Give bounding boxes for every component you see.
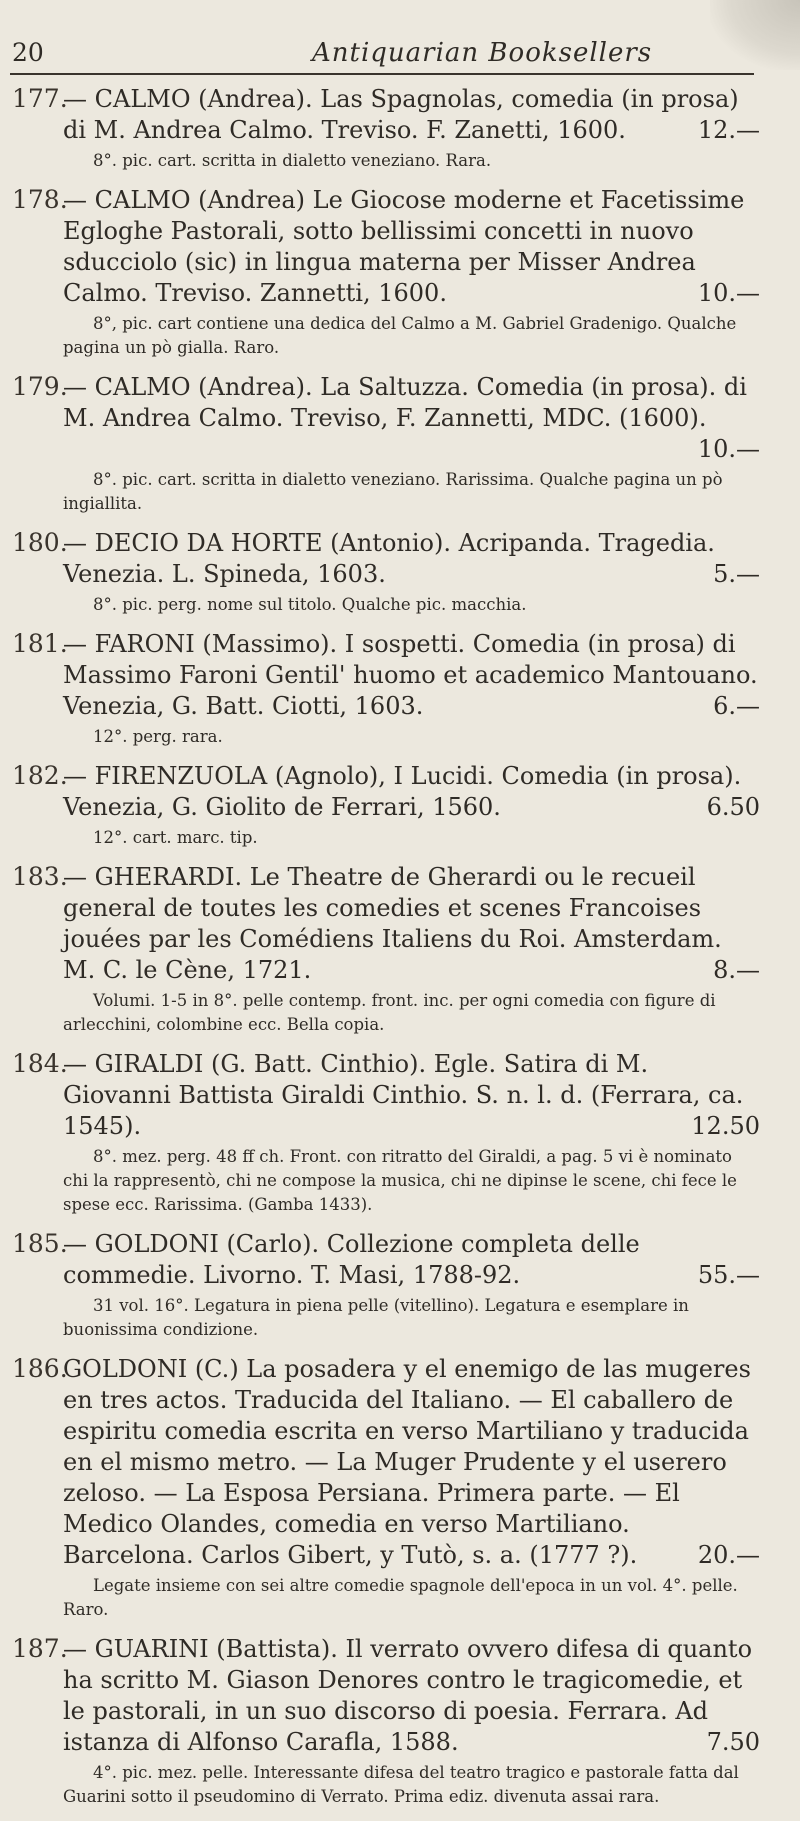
entry-price: 5.— [713,560,760,588]
entry-notes: Volumi. 1-5 in 8°. pelle contemp. front. inc. per ogni comedia con figure di arlecchini, colombine ecc. Bella copia. [63,991,716,1034]
catalogue-entry [0,528,800,617]
entry-number: 178. [12,185,68,214]
entry-description [63,84,760,146]
entry-description [63,1634,760,1758]
catalogue-entry [0,862,800,1037]
entry-text: GOLDONI (C.) La posadera y el enemigo de las mugeres en tres actos. Traducida del Italiano. — El caballero de espiritu comedia escrita en verso Martiliano y traducida en el mismo metro. — La Muger Prudente y el userero zeloso. — La Esposa Persiana. Primera parte. — El Medico Olandes, comedia en verso Martiliano. Barcelona. Carlos Gibert, y Tutò, s. a. (1777 ?). [63,1355,751,1569]
entry-text: — GHERARDI. Le Theatre de Gherardi ou le recueil general de toutes les comedies et scenes Francoises jouées par les Comédiens Italiens du Roi. Amsterdam. M. C. le Cène, 1721. [63,863,722,984]
entry-price: 12.— [697,116,760,144]
entry-description [63,761,760,823]
entry-description [63,629,760,722]
entry-number: 180. [12,528,68,557]
entry-number: 183. [12,862,68,891]
catalogue-entry [0,761,800,850]
entry-notes: 8°. pic. cart. scritta in dialetto veneziano. Rara. [93,151,492,170]
entry-number: 185. [12,1229,68,1258]
entry-number: 177. [12,84,68,113]
entry-price: 10.— [697,435,760,463]
running-title: Antiquarian Booksellers [312,38,653,68]
entry-notes: 8°. mez. perg. 48 ff ch. Front. con ritratto del Giraldi, a pag. 5 vi è nominato chi la rappresentò, chi ne compose la musica, chi ne dipinse le scene, chi fece le spese ecc. Rarissima. (Gamba 1433). [63,1147,737,1214]
entry-number: 187. [12,1634,68,1663]
catalogue-entry [0,1354,800,1622]
catalogue-entries [0,84,800,1821]
entry-number: 181. [12,629,68,658]
entry-text: — FARONI (Massimo). I sospetti. Comedia (in prosa) di Massimo Faroni Gentil' huomo et academico Mantouano. Venezia, G. Batt. Ciotti, 1603. [63,630,758,720]
entry-text: — GUARINI (Battista). Il verrato ovvero difesa di quanto ha scritto M. Giason Denores contro le tragicomedie, et le pastorali, in un suo discorso di poesia. Ferrara. Ad istanza di Alfonso Carafla, 1588. [63,1635,753,1756]
entry-number: 184. [12,1049,68,1078]
entry-description [63,185,760,309]
catalogue-entry [0,185,800,360]
entry-description [63,1229,760,1291]
entry-price: 7.50 [706,1728,760,1756]
entry-price: 8.— [713,956,760,984]
page-header [0,36,800,76]
entry-price: 6.50 [706,793,760,821]
header-rule [10,73,754,75]
entry-description [63,1049,760,1142]
entry-text: — CALMO (Andrea). Las Spagnolas, comedia (in prosa) di M. Andrea Calmo. Treviso. F. Zanetti, 1600. [63,85,739,144]
entry-price: 55.— [697,1261,760,1289]
entry-text: — DECIO DA HORTE (Antonio). Acripanda. Tragedia. Venezia. L. Spineda, 1603. [63,529,715,588]
entry-description [63,862,760,986]
entry-notes: 12°. cart. marc. tip. [93,828,258,847]
entry-number: 186. [12,1354,68,1383]
entry-description [63,372,760,463]
entry-text: — GOLDONI (Carlo). Collezione completa delle commedie. Livorno. T. Masi, 1788-92. [63,1230,640,1289]
catalogue-entry [0,84,800,173]
entry-description [63,528,760,590]
entry-price: 12.50 [691,1112,760,1140]
catalogue-entry [0,629,800,749]
entry-number: 179. [12,372,68,401]
entry-notes: 4°. pic. mez. pelle. Interessante difesa del teatro tragico e pastorale fatta dal Guarini sotto il pseudomino di Verrato. Prima ediz. divenuta assai rara. [63,1763,739,1806]
catalogue-entry [0,1229,800,1342]
entry-text: — FIRENZUOLA (Agnolo), I Lucidi. Comedia (in prosa). Venezia, G. Giolito de Ferrari, 1560. [63,762,742,821]
entry-description [63,1354,760,1571]
entry-price: 6.— [713,692,760,720]
entry-price: 20.— [697,1541,760,1569]
entry-notes: 8°, pic. cart contiene una dedica del Calmo a M. Gabriel Gradenigo. Qualche pagina un pò gialla. Raro. [63,314,737,357]
entry-notes: 8°. pic. cart. scritta in dialetto veneziano. Rarissima. Qualche pagina un pò ingiallita. [63,470,723,513]
catalogue-entry [0,1049,800,1217]
entry-price: 10.— [697,279,760,307]
catalogue-entry [0,372,800,516]
page-number: 20 [12,38,44,67]
entry-text: — CALMO (Andrea) Le Giocose moderne et Facetissime Egloghe Pastorali, sotto bellissimi concetti in nuovo sducciolo (sic) in lingua materna per Misser Andrea Calmo. Treviso. Zannetti, 1600. [63,186,745,307]
entry-notes: 12°. perg. rara. [93,727,223,746]
entry-text: — GIRALDI (G. Batt. Cinthio). Egle. Satira di M. Giovanni Battista Giraldi Cinthio. S. n. l. d. (Ferrara, ca. 1545). [63,1050,744,1140]
entry-notes: Legate insieme con sei altre comedie spagnole dell'epoca in un vol. 4°. pelle. Raro. [63,1576,738,1619]
entry-text: — CALMO (Andrea). La Saltuzza. Comedia (in prosa). di M. Andrea Calmo. Treviso, F. Zannetti, MDC. (1600). [63,373,747,432]
catalogue-entry [0,1634,800,1809]
entry-notes: 31 vol. 16°. Legatura in piena pelle (vitellino). Legatura e esemplare in buonissima condizione. [63,1296,689,1339]
entry-notes: 8°. pic. perg. nome sul titolo. Qualche pic. macchia. [93,595,527,614]
entry-number: 182. [12,761,68,790]
